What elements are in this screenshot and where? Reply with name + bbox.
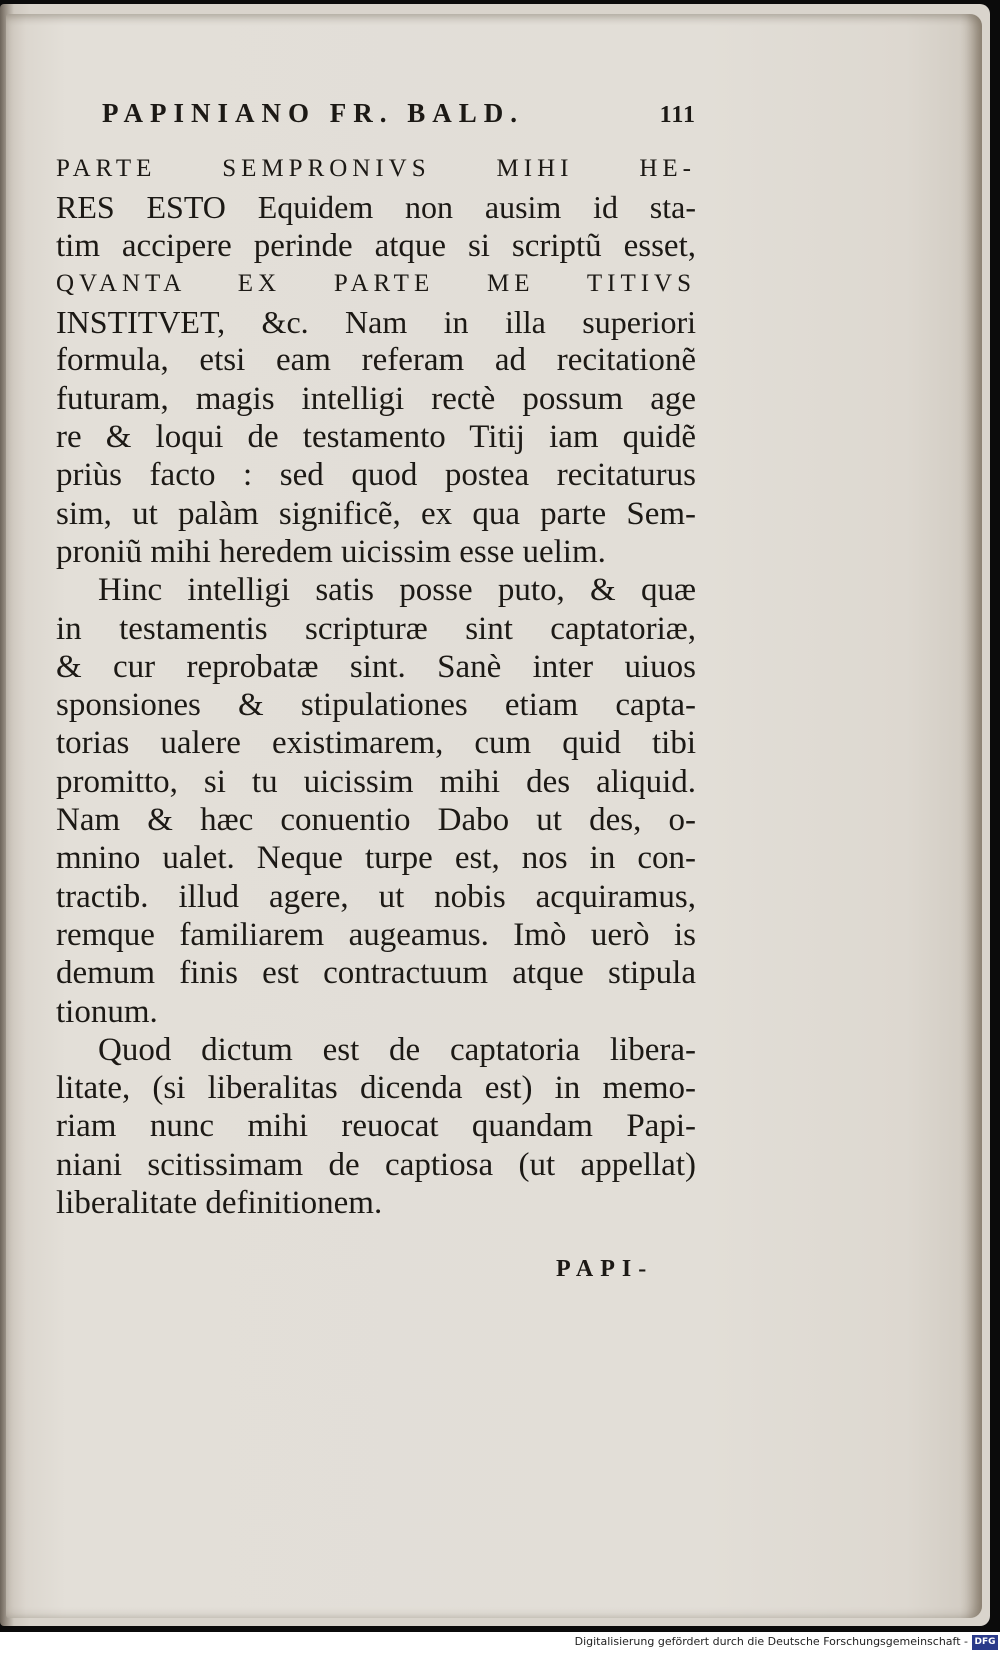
running-head-title: PAPINIANO FR. BALD.	[102, 98, 524, 128]
dfg-logo-icon[interactable]: DFG	[972, 1635, 998, 1650]
text-line: riam nunc mihi reuocat quandam Papi-	[56, 1108, 696, 1145]
text-line: tim accipere perinde atque si scriptũ esset,	[56, 227, 696, 264]
text-line: demum finis est contractuum atque stipula	[56, 955, 696, 992]
text-block	[56, 98, 696, 1222]
text-line: proniũ mihi heredem uicissim esse uelim.	[56, 533, 606, 570]
footer-credit[interactable]: Digitalisierung gefördert durch die Deutsche Forschungsgemeinschaft -	[574, 1635, 968, 1648]
text-line: remque familiarem augeamus. Imò uerò is	[56, 916, 696, 953]
page-number: 111	[659, 102, 696, 128]
catchword: PAPI-	[556, 1256, 654, 1282]
text-line: priùs facto : sed quod postea recitaturus	[56, 457, 696, 494]
text-line: liberalitate definitionem.	[56, 1185, 383, 1222]
running-head	[56, 98, 696, 146]
text-line: Nam & hæc conuentio Dabo ut des, o-	[56, 802, 696, 839]
text-line: torias ualere existimarem, cum quid tibi	[56, 725, 696, 762]
text-line: & cur reprobatæ sint. Sanè inter uiuos	[56, 648, 696, 685]
text-line: niani scitissimam de captiosa (ut appellat)	[56, 1146, 696, 1183]
text-line: tionum.	[56, 993, 158, 1030]
text-line: litate, (si liberalitas dicenda est) in memo-	[56, 1070, 696, 1107]
footer-bar	[0, 1632, 1000, 1654]
text-line: QVANTA EX PARTE ME TITIVS	[56, 269, 696, 297]
text-line: re & loqui de testamento Titij iam quidẽ	[56, 419, 696, 456]
text-line: mnino ualet. Neque turpe est, nos in con-	[56, 840, 696, 877]
text-line: in testamentis scripturæ sint captatoriæ,	[56, 610, 696, 647]
text-line: Hinc intelligi satis posse puto, & quæ	[98, 572, 696, 609]
text-line: Quod dictum est de captatoria libera-	[98, 1031, 696, 1068]
text-line: futuram, magis intelligi rectè possum age	[56, 380, 696, 417]
text-line: sponsiones & stipulationes etiam capta-	[56, 687, 696, 724]
body-text	[56, 150, 696, 1222]
text-line: promitto, si tu uicissim mihi des aliquid.	[56, 763, 696, 800]
text-line: INSTITVET, &c. Nam in illa superiori	[56, 304, 696, 341]
text-line: formula, etsi eam referam ad recitationẽ	[56, 342, 696, 379]
text-line: sim, ut palàm significẽ, ex qua parte Sem-	[56, 495, 696, 532]
text-line: RES ESTO Equidem non ausim id sta-	[56, 189, 696, 226]
text-line: PARTE SEMPRONIVS MIHI HE-	[56, 155, 696, 182]
text-line: tractib. illud agere, ut nobis acquiramus,	[56, 878, 696, 915]
page-edge-shadow	[960, 14, 982, 1618]
